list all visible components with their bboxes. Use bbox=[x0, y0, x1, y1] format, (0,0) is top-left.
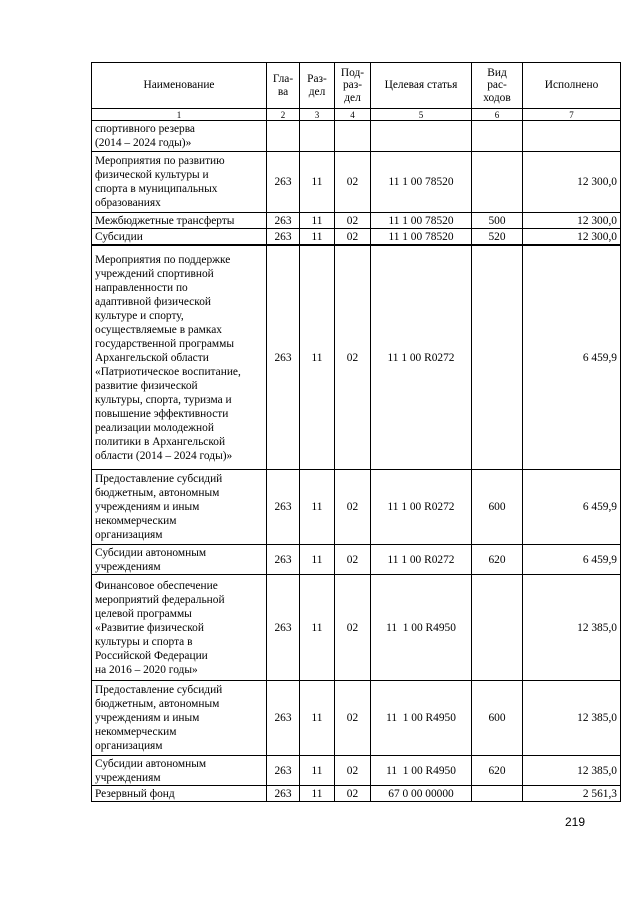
row-executed: 12 300,0 bbox=[523, 152, 621, 213]
row-name: Субсидии автономным учреждениям bbox=[92, 545, 267, 575]
table-row bbox=[92, 470, 621, 545]
row-name: Межбюджетные трансферты bbox=[92, 213, 267, 229]
table-row bbox=[92, 786, 621, 802]
row-expense-type bbox=[472, 245, 523, 470]
column-number: 6 bbox=[472, 109, 523, 121]
row-target-item: 11 1 00 78520 bbox=[371, 213, 472, 229]
row-expense-type: 600 bbox=[472, 681, 523, 756]
row-expense-type bbox=[472, 121, 523, 152]
row-target-item: 11 1 00 R4950 bbox=[371, 681, 472, 756]
row-name: Мероприятия по развитию физической культуры и спорта в муниципальных образованиях bbox=[92, 152, 267, 213]
row-glava: 263 bbox=[267, 245, 300, 470]
row-target-item: 11 1 00 R4950 bbox=[371, 756, 472, 786]
row-executed: 12 385,0 bbox=[523, 756, 621, 786]
row-expense-type bbox=[472, 786, 523, 802]
column-number: 2 bbox=[267, 109, 300, 121]
row-glava: 263 bbox=[267, 681, 300, 756]
row-name: Финансовое обеспечение мероприятий федеральной целевой программы «Развитие физической культуры и спорта в Российской Федерации на 2016 – 2020 годы» bbox=[92, 575, 267, 681]
row-glava: 263 bbox=[267, 786, 300, 802]
row-podrazdel: 02 bbox=[335, 545, 371, 575]
row-razdel: 11 bbox=[300, 575, 335, 681]
column-number: 4 bbox=[335, 109, 371, 121]
column-number: 1 bbox=[92, 109, 267, 121]
row-executed: 12 385,0 bbox=[523, 681, 621, 756]
column-number: 5 bbox=[371, 109, 472, 121]
table-row bbox=[92, 213, 621, 229]
table-row bbox=[92, 681, 621, 756]
row-executed: 6 459,9 bbox=[523, 545, 621, 575]
header-executed: Исполнено bbox=[523, 63, 621, 109]
row-expense-type bbox=[472, 152, 523, 213]
row-glava: 263 bbox=[267, 545, 300, 575]
row-expense-type bbox=[472, 575, 523, 681]
row-podrazdel: 02 bbox=[335, 229, 371, 246]
row-glava: 263 bbox=[267, 756, 300, 786]
column-number: 3 bbox=[300, 109, 335, 121]
row-target-item: 67 0 00 00000 bbox=[371, 786, 472, 802]
row-name: Предоставление субсидий бюджетным, автономным учреждениям и иным некоммерческим организациям bbox=[92, 470, 267, 545]
row-target-item bbox=[371, 121, 472, 152]
row-name: Субсидии автономным учреждениям bbox=[92, 756, 267, 786]
row-podrazdel: 02 bbox=[335, 786, 371, 802]
row-target-item: 11 1 00 R0272 bbox=[371, 470, 472, 545]
row-glava: 263 bbox=[267, 575, 300, 681]
row-glava: 263 bbox=[267, 152, 300, 213]
header-podrazdel: Под- раз- дел bbox=[335, 63, 371, 109]
row-executed: 6 459,9 bbox=[523, 470, 621, 545]
header-expense-type: Вид рас- ходов bbox=[472, 63, 523, 109]
row-podrazdel: 02 bbox=[335, 575, 371, 681]
row-name: Резервный фонд bbox=[92, 786, 267, 802]
row-executed: 12 300,0 bbox=[523, 229, 621, 246]
column-number: 7 bbox=[523, 109, 621, 121]
row-razdel: 11 bbox=[300, 756, 335, 786]
row-name: спортивного резерва (2014 – 2024 годы)» bbox=[92, 121, 267, 152]
row-podrazdel: 02 bbox=[335, 681, 371, 756]
row-razdel: 11 bbox=[300, 786, 335, 802]
table-row bbox=[92, 152, 621, 213]
row-executed: 2 561,3 bbox=[523, 786, 621, 802]
row-expense-type: 600 bbox=[472, 470, 523, 545]
row-target-item: 11 1 00 78520 bbox=[371, 229, 472, 246]
row-target-item: 11 1 00 R4950 bbox=[371, 575, 472, 681]
header-name: Наименование bbox=[92, 63, 267, 109]
row-name: Мероприятия по поддержке учреждений спортивной направленности по адаптивной физической культуре и спорту, осуществляемые в рамках государственной программы Архангельской области «Патриотическое воспитание, развитие физической культуры, спорта, туризма и повышение эффективности реализации молодежной политики в Архангельской области (2014 – 2024 годы)» bbox=[92, 245, 267, 470]
table-row bbox=[92, 575, 621, 681]
row-glava bbox=[267, 121, 300, 152]
row-executed: 6 459,9 bbox=[523, 245, 621, 470]
row-expense-type: 620 bbox=[472, 545, 523, 575]
header-razdel: Раз- дел bbox=[300, 63, 335, 109]
table-row bbox=[92, 545, 621, 575]
table-row bbox=[92, 756, 621, 786]
row-podrazdel: 02 bbox=[335, 213, 371, 229]
row-expense-type: 620 bbox=[472, 756, 523, 786]
row-target-item: 11 1 00 R0272 bbox=[371, 545, 472, 575]
column-number-row bbox=[92, 109, 621, 121]
page-number: 219 bbox=[565, 815, 586, 829]
table-row bbox=[92, 229, 621, 246]
row-glava: 263 bbox=[267, 213, 300, 229]
row-razdel: 11 bbox=[300, 152, 335, 213]
row-podrazdel: 02 bbox=[335, 245, 371, 470]
table-row bbox=[92, 245, 621, 470]
row-executed bbox=[523, 121, 621, 152]
header-glava: Гла- ва bbox=[267, 63, 300, 109]
header-row bbox=[92, 63, 621, 109]
row-podrazdel: 02 bbox=[335, 470, 371, 545]
row-glava: 263 bbox=[267, 470, 300, 545]
row-name: Предоставление субсидий бюджетным, автономным учреждениям и иным некоммерческим организациям bbox=[92, 681, 267, 756]
row-podrazdel bbox=[335, 121, 371, 152]
row-expense-type: 500 bbox=[472, 213, 523, 229]
row-glava: 263 bbox=[267, 229, 300, 246]
row-razdel: 11 bbox=[300, 545, 335, 575]
row-razdel: 11 bbox=[300, 470, 335, 545]
row-razdel: 11 bbox=[300, 229, 335, 246]
header-target-item: Целевая статья bbox=[371, 63, 472, 109]
row-executed: 12 300,0 bbox=[523, 213, 621, 229]
row-razdel: 11 bbox=[300, 245, 335, 470]
row-podrazdel: 02 bbox=[335, 152, 371, 213]
row-razdel: 11 bbox=[300, 681, 335, 756]
row-expense-type: 520 bbox=[472, 229, 523, 246]
row-name: Субсидии bbox=[92, 229, 267, 246]
row-razdel: 11 bbox=[300, 213, 335, 229]
row-podrazdel: 02 bbox=[335, 756, 371, 786]
row-target-item: 11 1 00 R0272 bbox=[371, 245, 472, 470]
row-executed: 12 385,0 bbox=[523, 575, 621, 681]
table-row bbox=[92, 121, 621, 152]
row-razdel bbox=[300, 121, 335, 152]
budget-table bbox=[91, 62, 621, 802]
row-target-item: 11 1 00 78520 bbox=[371, 152, 472, 213]
